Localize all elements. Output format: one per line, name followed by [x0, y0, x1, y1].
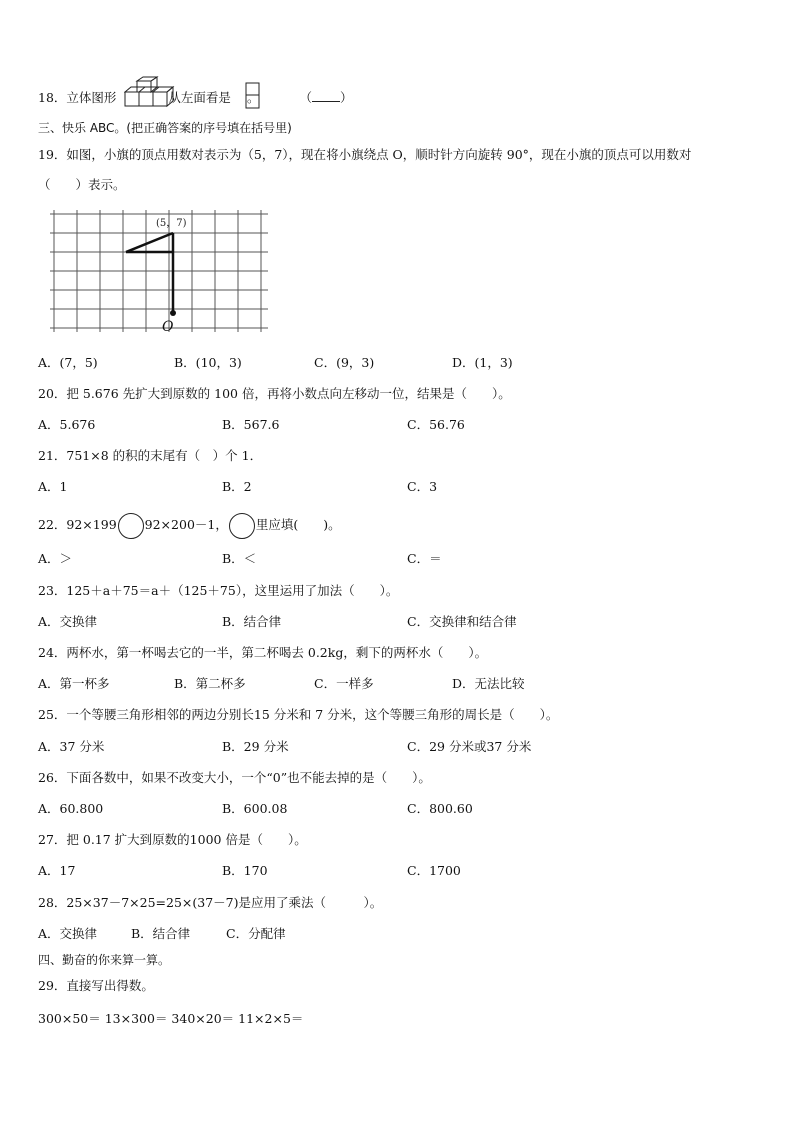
q22-option-b[interactable]: B．＜ [222, 551, 257, 566]
q22-part1: 22．92×199 [38, 517, 117, 532]
q27-option-c[interactable]: C．1700 [407, 863, 461, 878]
compare-circle-legend [229, 513, 255, 539]
question-29: 29．直接写出得数。 [38, 978, 154, 993]
solid-figure-image [124, 76, 176, 108]
q24-option-c[interactable]: C．一样多 [314, 676, 374, 691]
q26-option-c[interactable]: C．800.60 [407, 801, 473, 816]
q28-option-b[interactable]: B．结合律 [131, 926, 191, 941]
q21-option-a[interactable]: A．1 [38, 479, 68, 494]
q27-option-b[interactable]: B．170 [222, 863, 268, 878]
question-19-line1: 19．如图，小旗的顶点用数对表示为（5，7），现在将小旗绕点 O，顺时针方向旋转 90°，现在小旗的顶点可以用数对 [38, 147, 692, 162]
section-4-heading: 四、勤奋的你来算一算。 [38, 953, 171, 967]
question-20: 20．把 5.676 先扩大到原数的 100 倍，再将小数点向左移动一位，结果是（ ）。 [38, 386, 511, 401]
q18-text-c: 。 [246, 90, 260, 105]
q20-option-b[interactable]: B．567.6 [222, 417, 280, 432]
question-24: 24．两杯水，第一杯喝去它的一半，第二杯喝去 0.2kg，剩下的两杯水（ ）。 [38, 645, 488, 660]
q23-option-c[interactable]: C．交换律和结合律 [407, 614, 517, 629]
origin-label: O [162, 319, 174, 335]
q24-option-b[interactable]: B．第二杯多 [174, 676, 246, 691]
question-27: 27．把 0.17 扩大到原数的1000 倍是（ ）。 [38, 832, 307, 847]
question-22 [38, 512, 341, 539]
left-view-image [245, 82, 261, 110]
q28-option-a[interactable]: A．交换律 [38, 926, 98, 941]
answer-blank[interactable] [312, 89, 340, 102]
flag-hypotenuse [126, 233, 173, 252]
q18-text-a: 立体图形 [66, 90, 117, 105]
question-23: 23．125＋a＋75＝a＋（125＋75），这里运用了加法（ ）。 [38, 583, 399, 598]
q23-option-a[interactable]: A．交换律 [38, 614, 98, 629]
q18-paren-close: ） [339, 90, 353, 105]
q24-option-a[interactable]: A．第一杯多 [38, 676, 110, 691]
rotation-grid-figure [50, 208, 272, 336]
q18-number: 18． [38, 90, 67, 105]
q27-option-a[interactable]: A．17 [38, 863, 76, 878]
q25-option-a[interactable]: A．37 分米 [38, 739, 105, 754]
question-21: 21．751×8 的积的末尾有（ ）个 1． [38, 448, 263, 463]
q22-option-c[interactable]: C．＝ [407, 551, 442, 566]
question-28: 28．25×37－7×25=25×(37－7)是应用了乘法（ ）。 [38, 895, 383, 910]
q19-option-b[interactable]: B．(10，3) [174, 355, 242, 370]
q22-part3: 里应填( )。 [255, 517, 341, 532]
q18-text-b: 从左面看是 [168, 90, 231, 105]
q21-option-c[interactable]: C．3 [407, 479, 438, 494]
q19-option-d[interactable]: D．(1，3) [452, 355, 513, 370]
q21-option-b[interactable]: B．2 [222, 479, 252, 494]
q25-option-b[interactable]: B．29 分米 [222, 739, 289, 754]
question-25: 25．一个等腰三角形相邻的两边分别长15 分米和 7 分米，这个等腰三角形的周长是（ ）。 [38, 707, 559, 722]
q23-option-b[interactable]: B．结合律 [222, 614, 282, 629]
q25-option-c[interactable]: C．29 分米或37 分米 [407, 739, 532, 754]
q22-option-a[interactable]: A．＞ [38, 551, 73, 566]
q20-option-a[interactable]: A．5.676 [38, 417, 96, 432]
q29-calculations: 300×50＝ 13×300＝ 340×20＝ 11×2×5＝ [38, 1011, 304, 1026]
q19-option-c[interactable]: C．(9，3) [314, 355, 375, 370]
q24-option-d[interactable]: D．无法比较 [452, 676, 525, 691]
question-18 [38, 89, 352, 106]
q26-option-b[interactable]: B．600.08 [222, 801, 288, 816]
question-19-line2: （ ）表示。 [38, 177, 126, 192]
vertex-label: (5，7) [156, 218, 187, 229]
q18-paren-open: （ [299, 90, 312, 105]
q20-option-c[interactable]: C．56.76 [407, 417, 465, 432]
q28-option-c[interactable]: C．分配律 [226, 926, 286, 941]
q19-option-a[interactable]: A．(7，5) [38, 355, 98, 370]
section-3-heading: 三、快乐 ABC。(把正确答案的序号填在括号里) [38, 121, 292, 135]
compare-circle[interactable] [118, 513, 144, 539]
question-26: 26．下面各数中，如果不改变大小，一个“0”也不能去掉的是（ ）。 [38, 770, 431, 785]
origin-point [170, 310, 176, 316]
q22-part2: 92×200－1， [144, 517, 228, 532]
q26-option-a[interactable]: A．60.800 [38, 801, 104, 816]
